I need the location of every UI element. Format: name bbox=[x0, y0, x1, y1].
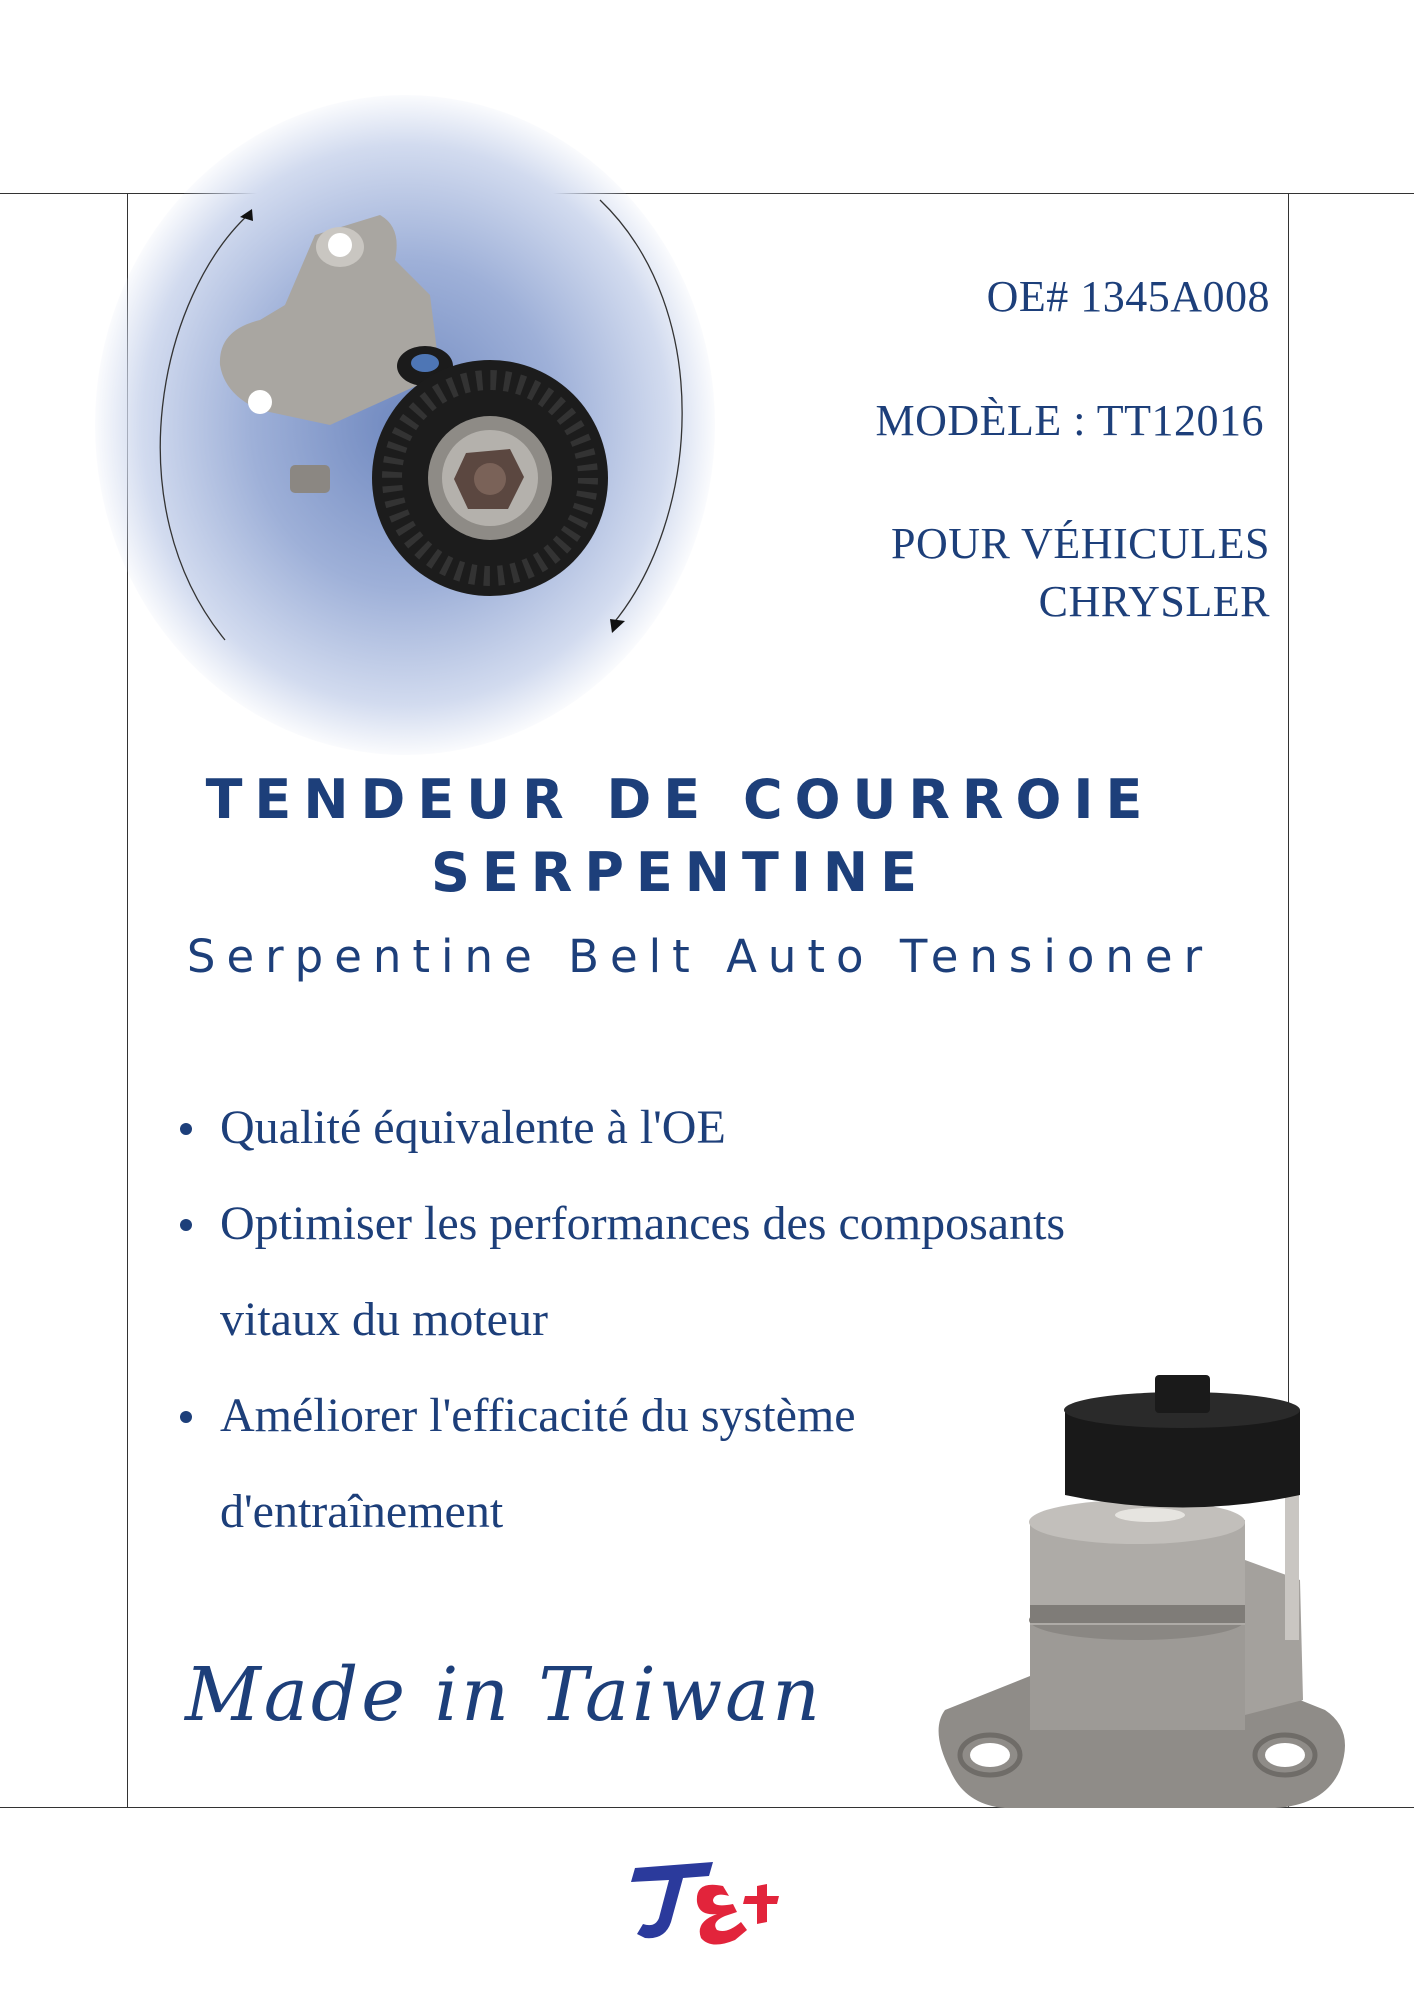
feature-text: Optimiser les performances des composants bbox=[220, 1197, 1066, 1250]
feature-text-continued: vitaux du moteur bbox=[220, 1293, 548, 1346]
tensioner-product-image bbox=[140, 175, 720, 675]
tensioner-side-image bbox=[925, 1370, 1355, 1810]
feature-text: Améliorer l'efficacité du système bbox=[220, 1389, 856, 1442]
vehicle-line-1: POUR VÉHICULES bbox=[890, 519, 1270, 568]
made-in-signature: Made in Taiwan bbox=[185, 1652, 823, 1738]
brand-logo bbox=[625, 1850, 785, 1950]
model-number: MODÈLE : TT12016 bbox=[875, 396, 1264, 445]
oe-number: OE# 1345A008 bbox=[986, 272, 1270, 321]
feature-item bbox=[180, 1176, 1280, 1368]
vehicle-compatibility bbox=[891, 515, 1270, 631]
title-line-1: TENDEUR DE COURROIE bbox=[205, 768, 1155, 831]
feature-text-continued: d'entraînement bbox=[220, 1485, 504, 1538]
feature-item bbox=[180, 1080, 1280, 1176]
title-line-2: SERPENTINE bbox=[430, 841, 930, 904]
vehicle-line-2: CHRYSLER bbox=[1038, 577, 1270, 626]
subtitle: Serpentine Belt Auto Tensioner bbox=[186, 930, 1214, 983]
feature-text: Qualité équivalente à l'OE bbox=[220, 1101, 726, 1154]
